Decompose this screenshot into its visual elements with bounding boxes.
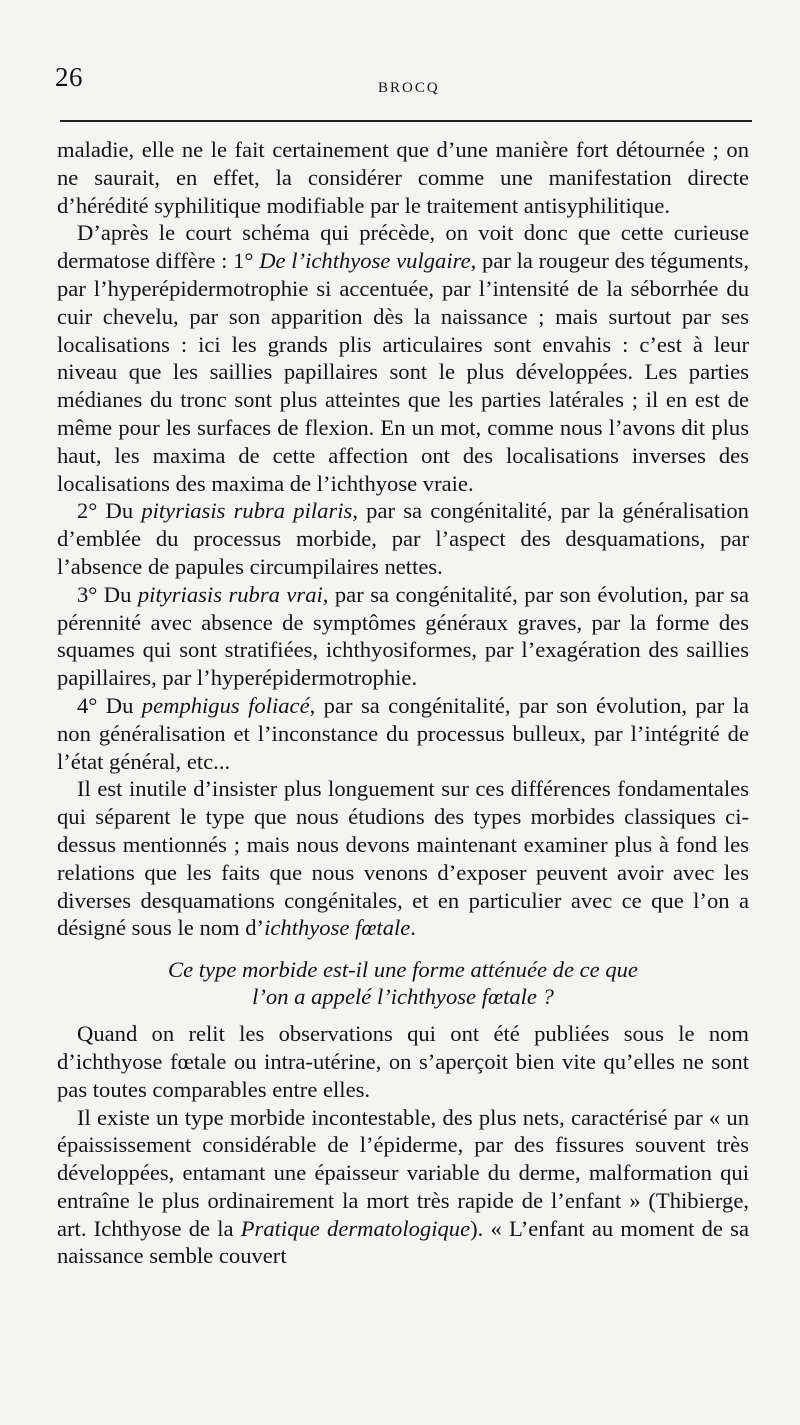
text-segment: D’après le court schéma qui précède, on voit donc que cette curieuse dermatose diffère : 1° xyxy=(57,220,749,274)
italic-text: Pratique dermatologique xyxy=(240,1215,471,1241)
italic-text: pemphigus foliacé xyxy=(141,692,310,718)
text-segment: , par sa congénitalité, par son évolution, par la non généralisation et l’inconstance du processus bulleux, par l’intégrité de l’état général, etc... xyxy=(57,692,750,774)
italic-text: pityriasis rubra pilaris xyxy=(141,498,353,524)
text-segment: maladie, elle ne le fait certainement que d’une manière fort détournée ; on ne saurait, en effet, la considérer comme une manifestation directe d’hérédité syphilitique modifiable par le traitement antisyphilitique. xyxy=(57,137,749,218)
paragraph xyxy=(57,581,749,692)
text-segment: Quand on relit les observations qui ont été publiées sous le nom d’ichthyose fœtale ou intra-utérine, on s’aperçoit bien vite qu’elles ne sont pas toutes comparables entre elles. xyxy=(57,1021,749,1102)
text-segment: Il existe un type morbide incontestable, des plus nets, caractérisé par « un épaississement considérable de l’épiderme, par des fissures souvent très développées, entamant une épaisseur variable du derme, malformation qui entraîne le plus ordinairement la mort très rapide de l’enfant » (Thibierge, art. Ichthyose de la xyxy=(57,1104,749,1241)
italic-text: ichthyose fœtale xyxy=(264,915,411,941)
paragraph xyxy=(57,219,749,497)
text-segment: , par la rougeur des téguments, par l’hyperépidermotrophie si accentuée, par l’intensité de la séborrhée du cuir chevelu, par son apparition dès la naissance ; mais surtout par ses localisations : ici les grands plis articulaires sont envahis : c’est à leur niveau que les saillies papillaires sont le plus développées. Les parties médianes du tronc sont plus atteintes que les parties latérales ; il en est de même pour les surfaces de flexion. En un mot, comme nous l’avons dit plus haut, les maxima de cette affection ont des localisations inverses des localisations des maxima de l’ichthyose vraie. xyxy=(57,248,749,496)
section-heading-line: Ce type morbide est-il une forme atténuée de ce que xyxy=(168,957,638,983)
body-text xyxy=(57,136,749,1270)
page-number: 26 xyxy=(55,62,83,92)
text-segment: 4° Du xyxy=(77,692,142,718)
paragraph xyxy=(57,775,749,942)
running-head: BROCQ xyxy=(378,80,440,96)
text-segment: Il est inutile d’insister plus longuement sur ces différences fondamentales qui séparent le type que nous étudions des types morbides classiques ci-dessus mentionnés ; mais nous devons maintenant examiner plus à fond les relations que les faits que nous venons d’exposer peuvent avoir avec les diverses desquamations congénitales, et en particulier avec ce que l’on a désigné sous le nom d’ xyxy=(57,776,749,941)
header-rule xyxy=(60,120,752,122)
section-heading-line: l’on a appelé l’ichthyose fœtale ? xyxy=(252,984,554,1010)
italic-text: De l’ichthyose vulgaire xyxy=(259,248,471,274)
paragraph xyxy=(57,1104,749,1271)
paragraph xyxy=(57,497,749,580)
text-segment: ). « L’enfant au moment de sa naissance semble couvert xyxy=(57,1215,749,1269)
paragraph xyxy=(57,692,749,775)
text-segment: , par sa congénitalité, par la généralisation d’emblée du processus morbide, par l’aspect des desquamations, par l’absence de papules circumpilaires nettes. xyxy=(57,498,749,579)
text-segment: . xyxy=(410,915,416,941)
text-segment: 2° Du xyxy=(77,498,142,524)
paragraph xyxy=(57,136,749,219)
text-segment: , par sa congénitalité, par son évolution, par sa pérennité avec absence de symptômes généraux graves, par la forme des squames qui sont stratifiées, ichthyosiformes, par l’exagération des saillies papillaires, par l’hyperépidermotrophie. xyxy=(57,581,749,691)
section-heading xyxy=(57,956,749,1010)
paragraph xyxy=(57,1020,749,1103)
text-segment: 3° Du xyxy=(77,581,138,607)
italic-text: pityriasis rubra vrai xyxy=(137,581,323,607)
